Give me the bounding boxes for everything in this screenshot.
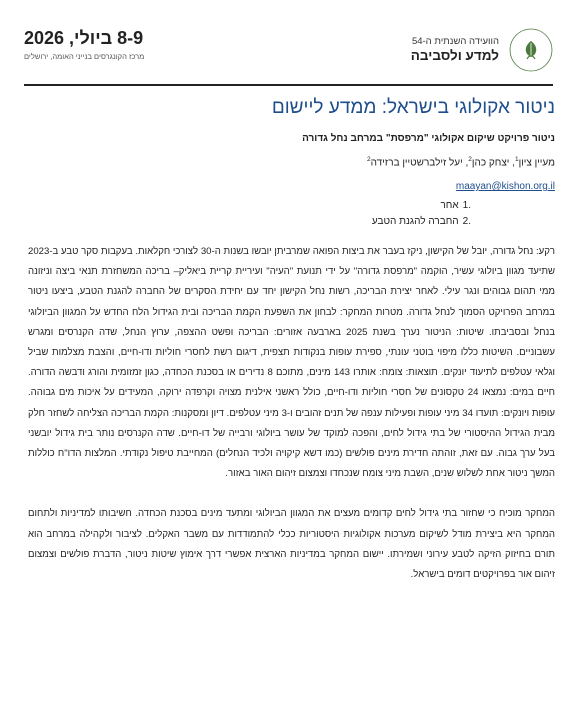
affiliation-number: 1. bbox=[462, 200, 471, 212]
author-list bbox=[28, 156, 555, 168]
conference-dates: 8-9 ביולי, 2026 bbox=[24, 28, 144, 48]
affiliation-text: אחר bbox=[440, 200, 459, 212]
affiliation-number: 2. bbox=[462, 215, 471, 227]
svg-text:The 54th Annual Conference for bbox=[509, 28, 511, 29]
affiliation-item bbox=[28, 216, 471, 229]
significance-paragraph: המחקר מוכיח כי שחזור בתי גידול לחים קדומים מעצים את המגוון הביולוגי ומתעד מינים בסכנת הכחדה. חשיבותו למדיניות ולתחום המחקר היא ביצירת מודל לשיקום מערכות אקולוגיות היסטוריות ככלי להתמודדות עם משבר האקלים. לציבור ולקהילה במרחב הוא תורם בחיזוק הזיקה לטבע עירוני ושמירתו. יישום המחקר במדיניות הארצית אפשרי דרך אימוץ שיטות ניטור, הדברת פולשים וצמצום זיהום אור בפרויקטים דומים בישראל. bbox=[28, 508, 555, 581]
conference-name: למדע ולסביבה bbox=[410, 48, 499, 63]
abstract-paragraph: רקע: נחל גדורה, יובל של הקישון, ניקז בעבר את ביצות הפואה שמרביתן יובשו בשנות ה-30 לצורכי חקלאות. בעקבות סקר טבע ב-2023 שתיעד מגוון ביולוגי עשיר, הוקמה "מרפסת גדורה" על ידי תנועת "העיה" ועיריית קריית ביאליק– בריכה המשחזרת תנאי ביצה וניזונה ממי תהום גבוהים ונגר עילי. לאחר יצירת הבריכה, רשות נחל הקישון יחד עם יחידת הסקרים של החברה להגנת הטבע, ביצעו ניטור במרחב הפרויקט הסמוך לנחל גדורה. מטרות המחקר: לבחון את השפעת הקמת הבריכה ובית הגידול הלח החדש על המגוון הביולוגי בנחל ובסביבתו. שיטות: הניטור נערך בשנת 2025 בארבעה אזורים: הבריכה ופשט ההצפה, ערוץ הנחל, שדה הקנרסים ומגרש עשבוניים. השיטות כללו מיפוי בוטני עונתי, ספירת עופות בנקודות תצפית, דיגום רשת לחסרי חוליות ודו-חיים, והצבת מצלמות שביל וגלאי עטלפים לתיעוד יונקים. תוצאות: צומח: אותרו 143 מינים, מתוכם 8 נדירים או בסכנת הכחדה, כגון זמזומית והורג ודבשה הדורה. חיים במים: נמצאו 24 טקסונים של חסרי חוליות ודו-חיים, כולל ראשני אילנית מצויה וקרפדה ירוקה, המעידים על איכות מים גבוהה. עופות ויונקים: תועדו 34 מיני עופות ופעילות ענפה של תנים זהובים ו-3 מיני עטלפים. דיון ומסקנות: הקמת הבריכה הצליחה לשחזר חלק מבית הגידול ההיסטורי של בתי גידול לחים, והפכה למוקד של עושר ביולוגי ורבייה של דו-חיים. שדה הקנרסים נותר בית גידול יובשני בעל ערך גבוה. עם זאת, זוהתה חדירת מינים פולשים (כמו דשא קיקויה ולכיד הנחלים) המחייבת טיפול נקודתי. המלצות הדו"ח כוללות המשך ניטור אחת לשלוש שנים, השבת מיני צומח שנכחדו וצמצום זיהום האור באזור. bbox=[28, 246, 556, 480]
conference-venue: מרכז הקונגרסים בנייני האומה, ירושלים bbox=[24, 52, 145, 61]
author-name: יעל זילברשטיין ברזידה bbox=[370, 157, 463, 169]
conference-title: הוועידה השנתית ה-54 bbox=[411, 36, 499, 47]
affiliation-list bbox=[28, 200, 555, 228]
author-separator: , bbox=[462, 157, 469, 169]
author-name: מעיין ציון bbox=[518, 157, 555, 169]
author-affiliation-mark: 1 bbox=[514, 155, 519, 163]
paper-subtitle: ניטור פרויקט שיקום אקולוגי "מרפסת" במרחב נחל גדורה bbox=[302, 132, 555, 144]
conference-dates-block bbox=[24, 28, 224, 61]
conference-logo bbox=[509, 28, 553, 72]
contact-email-link[interactable]: maayan@kishon.org.il bbox=[455, 181, 555, 193]
paper-title: ניטור אקולוגי בישראל: ממדע ליישום bbox=[271, 97, 555, 118]
logo-ring-text bbox=[509, 28, 511, 29]
author-separator: , bbox=[509, 157, 515, 169]
author-affiliation-mark: 2 bbox=[468, 155, 472, 163]
header-divider bbox=[24, 84, 553, 86]
conference-brand bbox=[313, 28, 553, 72]
author-name: יצחק כהן bbox=[471, 157, 510, 169]
conference-header bbox=[24, 22, 553, 82]
paper-body bbox=[28, 96, 555, 585]
affiliation-item bbox=[28, 200, 471, 213]
affiliation-text: החברה להגנת הטבע bbox=[371, 215, 459, 227]
author-affiliation-mark: 2 bbox=[367, 155, 371, 163]
